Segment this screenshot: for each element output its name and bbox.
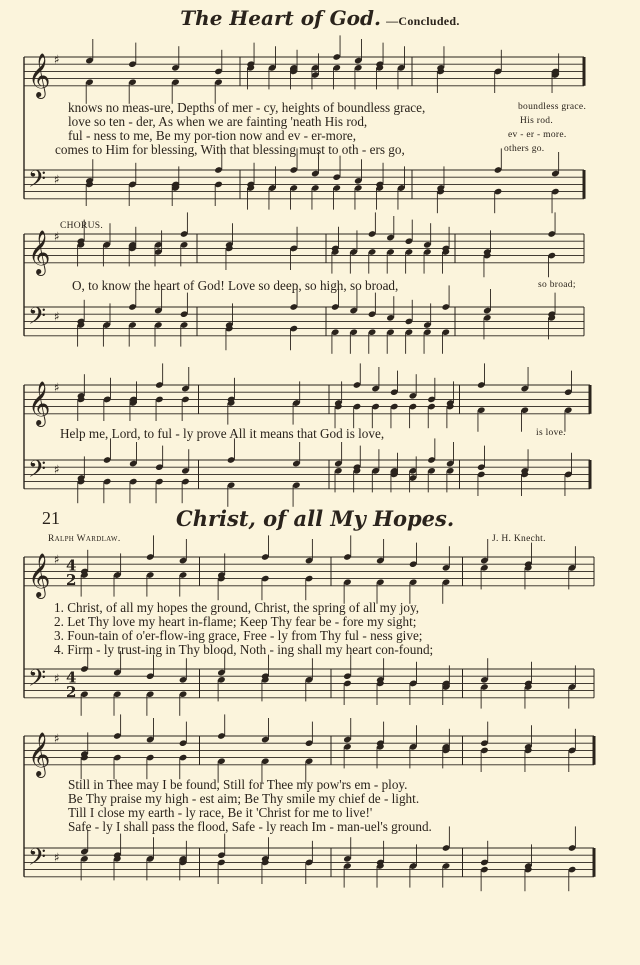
key-signature-sharp: ♯ xyxy=(54,731,60,746)
time-signature-top: 4 xyxy=(66,556,77,575)
hymn2-author: Ralph Wardlaw. xyxy=(48,534,121,544)
key-signature-sharp: ♯ xyxy=(54,850,60,865)
key-signature-sharp: ♯ xyxy=(54,380,60,395)
time-signature-top: 4 xyxy=(66,668,77,687)
bass-clef-icon: 𝄢 xyxy=(28,842,47,876)
treble-clef-icon: 𝄞 xyxy=(28,52,51,97)
treble-clef-icon: 𝄞 xyxy=(28,731,51,776)
hymn1-verse-line-4: comes to Him for blessing, With that blessing must to oth - ers go, xyxy=(55,142,405,157)
bass-clef-icon: 𝄢 xyxy=(28,164,47,198)
hymn2-verse-1a: 1. Christ, of all my hopes the ground, Christ, the spring of all my joy, xyxy=(54,600,420,615)
time-signature-bottom: 2 xyxy=(66,682,77,701)
treble-clef-icon: 𝄞 xyxy=(28,380,51,425)
time-signature-bottom: 2 xyxy=(66,570,77,589)
hymn1-verse-line-3: ful - ness to me, Be my por-tion now and ev - er-more, xyxy=(68,128,357,143)
hymn2-verse-3b: Till I close my earth - ly race, Be it 'Christ for me to live!' xyxy=(68,805,373,820)
key-signature-sharp: ♯ xyxy=(54,552,60,567)
hymn2-verse-2b: Be Thy praise my high - est aim; Be Thy smile my chief de - light. xyxy=(68,791,420,806)
hymn2-verse-4a: 4. Firm - ly trust-ing in Thy blood, Noth - ing shall my heart con-found; xyxy=(54,642,434,657)
key-signature-sharp: ♯ xyxy=(54,671,60,686)
chorus-echo-2: is love. xyxy=(536,428,566,438)
key-signature-sharp: ♯ xyxy=(54,462,60,477)
treble-clef-icon: 𝄞 xyxy=(28,229,51,274)
key-signature-sharp: ♯ xyxy=(54,172,60,187)
chorus-line-2: Help me, Lord, to ful - ly prove All it means that God is love, xyxy=(60,426,385,441)
hymn2-composer: J. H. Knecht. xyxy=(492,534,546,544)
chorus-label: CHORUS. xyxy=(60,221,104,231)
bass-clef-icon: 𝄢 xyxy=(28,454,47,488)
hymn2-verse-4b: Safe - ly I shall pass the flood, Safe - ly reach Im - man-uel's ground. xyxy=(68,819,432,834)
hymn1-echo-2: His rod. xyxy=(520,116,554,126)
key-signature-sharp: ♯ xyxy=(54,52,60,67)
hymn2-verse-1b: Still in Thee may I be found, Still for Thee my pow'rs em - ploy. xyxy=(68,777,408,792)
hymn2-verse-2a: 2. Let Thy love my heart in-flame; Keep Thy fear be - fore my sight; xyxy=(54,614,417,629)
hymn1-echo-1: boundless grace. xyxy=(518,102,587,112)
hymn2-number: 21 xyxy=(42,508,60,528)
hymn1-verse-line-1: knows no meas-ure, Depths of mer - cy, heights of boundless grace, xyxy=(68,100,426,115)
hymn2-verse-3a: 3. Foun-tain of o'er-flow-ing grace, Free - ly from Thy ful - ness give; xyxy=(54,628,423,643)
chorus-echo-1: so broad; xyxy=(538,280,576,290)
treble-clef-icon: 𝄞 xyxy=(28,552,51,597)
hymn1-title-suffix: —Concluded. xyxy=(386,14,460,28)
key-signature-sharp: ♯ xyxy=(54,309,60,324)
bass-clef-icon: 𝄢 xyxy=(28,663,47,697)
chorus-line-1: O, to know the heart of God! Love so deep, so high, so broad, xyxy=(72,278,399,293)
hymn1-title: The Heart of God. xyxy=(180,6,381,30)
hymn1-verse-line-2: love so ten - der, As when we are fainting 'neath His rod, xyxy=(68,114,368,129)
hymn1-echo-4: others go. xyxy=(504,144,545,154)
hymn2-title: Christ, of all My Hopes. xyxy=(176,506,455,531)
bass-clef-icon: 𝄢 xyxy=(28,301,47,335)
key-signature-sharp: ♯ xyxy=(54,229,60,244)
hymn1-echo-3: ev - er - more. xyxy=(508,130,567,140)
